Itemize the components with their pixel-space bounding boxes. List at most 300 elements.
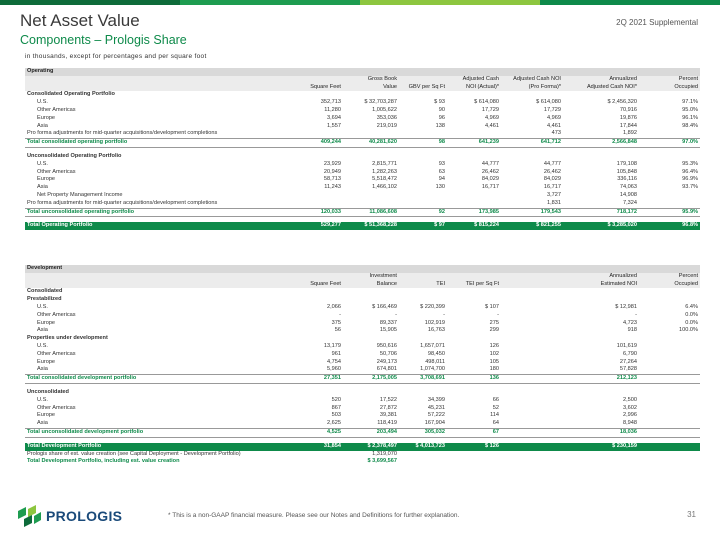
table-cell: 4,969 [485, 114, 499, 121]
table-cell: 1,557 [327, 122, 341, 129]
table-cell [399, 458, 447, 466]
table-cell: TEI per Sq Ft [447, 281, 501, 289]
table-cell: 90 [438, 107, 445, 114]
table-cell [639, 296, 700, 304]
table-cell [399, 91, 447, 99]
table-cell: 27,264 [619, 358, 637, 365]
development-table [25, 265, 700, 466]
table-cell: 5,960 [327, 366, 341, 373]
table-cell: 3,694 [327, 114, 341, 121]
table-cell: Consolidated [27, 288, 63, 295]
table-cell: 1,831 [547, 199, 561, 206]
table-cell: 3,602 [623, 404, 637, 411]
table-cell: Total unconsolidated operating portfolio [25, 208, 295, 217]
table-cell: 66 [492, 396, 499, 403]
column-header-row [25, 76, 700, 84]
table-cell [639, 130, 700, 138]
table-cell: 105 [489, 358, 499, 365]
table-cell: 95.9% [639, 208, 700, 217]
table-cell [639, 351, 700, 359]
table-row [25, 107, 700, 115]
table-row [25, 412, 700, 420]
table-cell: 57,222 [427, 412, 445, 419]
table-cell [563, 458, 639, 466]
table-cell: 14,908 [619, 192, 637, 199]
page-title: Net Asset Value [20, 11, 140, 30]
supplemental-label: 2Q 2021 Supplemental [616, 18, 698, 27]
table-cell [399, 335, 447, 343]
table-cell: 305,032 [399, 428, 447, 437]
table-cell [343, 153, 399, 161]
table-cell: 1,074,700 [420, 366, 445, 373]
table-cell: - [443, 311, 445, 318]
top-color-bar [0, 0, 720, 5]
table-cell: Other Americas [37, 404, 76, 411]
table-cell: 249,173 [376, 358, 397, 365]
table-row [25, 304, 700, 312]
table-cell [501, 343, 563, 351]
table-row [25, 115, 700, 123]
table-cell: 95.3% [682, 160, 699, 167]
table-cell [295, 296, 343, 304]
table-cell [639, 192, 700, 200]
table-cell: $ 821,255 [501, 222, 563, 230]
table-cell: $ 230,159 [563, 443, 639, 451]
table-cell: 6,790 [623, 350, 637, 357]
table-cell: 17,729 [481, 107, 499, 114]
table-cell: 102 [489, 350, 499, 357]
table-cell: 102,919 [424, 319, 445, 326]
table-cell: 57,828 [619, 366, 637, 373]
table-row [25, 169, 700, 177]
table-cell [639, 288, 700, 296]
table-cell: 0.0% [685, 319, 698, 326]
table-cell [563, 389, 639, 397]
table-row [25, 420, 700, 428]
table-cell: $ 126 [447, 443, 501, 451]
table-cell [343, 296, 399, 304]
table-cell: 8,948 [623, 420, 637, 427]
table-cell [343, 335, 399, 343]
table-cell [399, 273, 447, 281]
column-header-row [25, 84, 700, 92]
table-cell: 1,319,070 [372, 450, 397, 457]
table-cell [295, 335, 343, 343]
page-subtitle: Components – Prologis Share [20, 33, 187, 47]
table-cell: 2,625 [327, 420, 341, 427]
table-cell [399, 153, 447, 161]
table-cell: 352,713 [320, 99, 341, 106]
table-cell: Square Feet [295, 281, 343, 289]
table-cell: 529,277 [295, 222, 343, 230]
table-cell [639, 366, 700, 374]
table-cell: Europe [37, 412, 56, 419]
table-cell: 96.4% [682, 168, 699, 175]
table-cell: 101,619 [616, 343, 637, 350]
table-cell: 40,281,620 [343, 139, 399, 148]
table-cell [25, 84, 295, 92]
table-cell: 219,019 [376, 122, 397, 129]
table-row [25, 343, 700, 351]
table-cell [501, 273, 563, 281]
table-cell: - [395, 311, 397, 318]
table-row [25, 222, 700, 230]
table-cell: 375 [331, 319, 341, 326]
table-cell: 39,381 [379, 412, 397, 419]
table-cell: 336,116 [617, 176, 637, 183]
table-cell: $ 3,699,567 [367, 458, 397, 465]
table-cell: 918 [627, 327, 637, 334]
table-cell [501, 320, 563, 328]
table-row [25, 443, 700, 451]
table-cell [501, 91, 563, 99]
table-cell: Asia [37, 420, 48, 427]
table-cell: 84,029 [543, 176, 561, 183]
table-cell [501, 397, 563, 405]
table-cell: 4,461 [547, 122, 561, 129]
units-note: in thousands, except for percentages and per square foot [25, 53, 207, 60]
table-cell: Adjusted Cash NOI [501, 76, 563, 84]
table-cell: (Pro Forma)* [501, 84, 563, 92]
table-row [25, 296, 700, 304]
table-cell: 180 [489, 366, 499, 373]
table-cell: 96.1% [682, 114, 699, 121]
table-cell: Estimated NOI [563, 281, 639, 289]
table-cell: 17,522 [379, 396, 397, 403]
table-cell: 2,175,005 [343, 375, 399, 384]
table-cell [501, 375, 563, 384]
table-cell [343, 200, 399, 208]
table-cell [639, 359, 700, 367]
table-cell: 136 [447, 375, 501, 384]
table-cell [563, 335, 639, 343]
table-cell: 27,351 [295, 375, 343, 384]
table-cell: 98 [399, 139, 447, 148]
table-cell: Asia [37, 366, 48, 373]
table-cell [639, 153, 700, 161]
table-cell [563, 153, 639, 161]
table-cell: - [497, 311, 499, 318]
table-cell: 11,086,608 [343, 208, 399, 217]
table-cell [501, 412, 563, 420]
table-cell [25, 76, 295, 84]
table-cell [295, 451, 343, 459]
table-cell: Europe [37, 114, 56, 121]
table-cell: 203,494 [343, 428, 399, 437]
table-cell [501, 153, 563, 161]
table-cell: $ 51,368,228 [343, 222, 399, 230]
table-cell: 5,518,472 [372, 176, 397, 183]
table-cell: Unconsolidated [27, 389, 69, 396]
table-row [25, 161, 700, 169]
table-cell: U.S. [37, 99, 48, 106]
table-cell: 96.8% [639, 222, 700, 230]
table-cell: 16,763 [427, 327, 445, 334]
table-row [25, 458, 700, 466]
table-cell: 2,815,771 [372, 160, 397, 167]
table-cell: Percent [639, 273, 700, 281]
table-cell: 64 [492, 420, 499, 427]
table-cell [399, 192, 447, 200]
table-row [25, 320, 700, 328]
table-cell: 138 [435, 122, 445, 129]
table-cell: Square Feet [295, 84, 343, 92]
table-cell: Total consolidated development portfolio [25, 375, 295, 384]
table-cell [639, 458, 700, 466]
table-cell: 1,892 [623, 130, 637, 137]
table-cell [447, 200, 501, 208]
table-row [25, 91, 700, 99]
table-cell: $ 2,456,320 [607, 99, 637, 106]
table-cell: $ 614,080 [474, 99, 499, 106]
table-cell [639, 420, 700, 428]
table-cell: Asia [37, 184, 48, 191]
table-cell: Europe [37, 358, 56, 365]
section-header-row [25, 68, 700, 76]
table-cell: 2,566,848 [563, 139, 639, 148]
table-cell: 120,033 [295, 208, 343, 217]
table-cell [639, 397, 700, 405]
table-cell: 89,337 [379, 319, 397, 326]
table-row [25, 288, 700, 296]
table-cell: 17,729 [543, 107, 561, 114]
table-cell: 520 [331, 396, 341, 403]
table-cell: Annualized [563, 273, 639, 281]
table-cell [501, 296, 563, 304]
table-cell: - [339, 311, 341, 318]
table-cell [639, 405, 700, 413]
table-cell [501, 389, 563, 397]
table-cell: 84,029 [481, 176, 499, 183]
table-cell [295, 91, 343, 99]
table-cell: Total Development Portfolio [25, 443, 295, 451]
table-cell [399, 200, 447, 208]
table-cell: $ 4,013,723 [399, 443, 447, 451]
table-row [25, 123, 700, 131]
table-cell: $ 12,981 [615, 304, 637, 311]
table-cell: U.S. [37, 396, 48, 403]
table-cell: 97.1% [682, 99, 699, 106]
table-cell [399, 76, 447, 84]
operating-table [25, 68, 700, 230]
table-cell: 641,712 [501, 139, 563, 148]
table-cell: 67 [447, 428, 501, 437]
table-cell [295, 458, 343, 466]
table-cell: 641,239 [447, 139, 501, 148]
table-cell [501, 458, 563, 466]
table-cell: Europe [37, 176, 56, 183]
table-cell: Consolidated Operating Portfolio [27, 91, 115, 98]
table-cell: Total Operating Portfolio [25, 222, 295, 230]
table-cell [447, 91, 501, 99]
table-cell [501, 327, 563, 335]
table-cell [563, 296, 639, 304]
table-cell: 409,244 [295, 139, 343, 148]
table-cell [501, 451, 563, 459]
table-cell [501, 366, 563, 374]
table-cell: 473 [551, 130, 561, 137]
table-cell: 118,419 [377, 420, 397, 427]
table-cell: Occupied [639, 84, 700, 92]
table-cell [447, 335, 501, 343]
table-cell: $ 107 [485, 304, 499, 311]
table-cell: 18,036 [563, 428, 639, 437]
table-cell: 6.4% [685, 304, 698, 311]
table-cell: 70,916 [619, 107, 637, 114]
table-cell [447, 296, 501, 304]
table-cell [295, 192, 343, 200]
table-cell: 52 [492, 404, 499, 411]
table-cell: 179,108 [616, 160, 637, 167]
table-cell: 1,657,071 [420, 343, 445, 350]
table-row [25, 451, 700, 459]
table-cell: Gross Book [343, 76, 399, 84]
table-cell [639, 200, 700, 208]
table-cell [639, 343, 700, 351]
table-cell: Total consolidated operating portfolio [25, 139, 295, 148]
table-cell: 498,011 [425, 358, 445, 365]
table-cell: $ 220,399 [420, 304, 445, 311]
table-cell: 93.7% [682, 184, 699, 191]
table-cell [501, 405, 563, 413]
table-cell [639, 443, 700, 451]
table-cell: 19,876 [619, 114, 637, 121]
table-cell: 4,461 [485, 122, 499, 129]
table-cell: Adjusted Cash [447, 76, 501, 84]
table-cell: 17,844 [619, 122, 637, 129]
table-cell: $ 815,224 [447, 222, 501, 230]
table-cell: 0.0% [685, 311, 698, 318]
table-cell: 74,063 [619, 184, 637, 191]
table-row [25, 397, 700, 405]
table-cell: 95.0% [682, 107, 699, 114]
logo-wordmark: PROLOGIS [46, 508, 123, 524]
table-cell: U.S. [37, 343, 48, 350]
table-cell: $ 93 [434, 99, 445, 106]
table-cell [501, 351, 563, 359]
table-cell: 56 [334, 327, 341, 334]
table-cell [25, 281, 295, 289]
table-cell: $ 3,285,020 [563, 222, 639, 230]
table-cell: 11,243 [324, 184, 341, 191]
table-cell [447, 153, 501, 161]
table-cell: $ 2,378,497 [343, 443, 399, 451]
table-cell: 97.0% [639, 139, 700, 148]
table-cell [295, 273, 343, 281]
table-row [25, 200, 700, 208]
table-row [25, 176, 700, 184]
table-cell: 58,713 [323, 176, 341, 183]
table-row [25, 428, 700, 437]
prologis-logo-icon [16, 505, 42, 527]
table-cell: 353,036 [376, 114, 397, 121]
table-cell [343, 130, 399, 138]
table-cell: 212,123 [563, 375, 639, 384]
table-cell [343, 192, 399, 200]
table-row [25, 153, 700, 161]
table-cell: Europe [37, 319, 56, 326]
table-row [25, 366, 700, 374]
table-cell: 1,005,622 [372, 107, 397, 114]
table-cell: 105,848 [616, 168, 637, 175]
table-cell: 100.0% [679, 327, 698, 334]
table-cell [399, 389, 447, 397]
table-cell: $ 32,703,287 [364, 99, 397, 106]
table-cell: 167,904 [424, 420, 445, 427]
table-cell [501, 359, 563, 367]
table-cell [399, 296, 447, 304]
table-cell: 7,324 [623, 199, 637, 206]
top-bar-segment [360, 0, 540, 5]
table-cell: 503 [331, 412, 341, 419]
table-cell [399, 288, 447, 296]
table-row [25, 192, 700, 200]
table-cell: 98,450 [427, 350, 445, 357]
table-cell [501, 443, 563, 451]
table-cell: 98.4% [682, 122, 699, 129]
table-cell [563, 288, 639, 296]
table-cell: Balance [343, 281, 399, 289]
table-cell: 1,466,102 [372, 184, 397, 191]
table-cell: Value [343, 84, 399, 92]
table-cell [447, 288, 501, 296]
table-cell [639, 375, 700, 384]
table-cell: Percent [639, 76, 700, 84]
table-cell: 96 [438, 114, 445, 121]
table-cell [639, 91, 700, 99]
table-cell: Pro forma adjustments for mid-quarter acquisitions/development completions [27, 130, 218, 137]
table-cell: 15,905 [379, 327, 397, 334]
table-cell: 299 [489, 327, 499, 334]
table-cell: $ 614,080 [536, 99, 561, 106]
table-cell: Other Americas [37, 311, 76, 318]
table-row [25, 139, 700, 148]
prologis-logo [16, 505, 122, 527]
table-cell: $ 97 [399, 222, 447, 230]
table-cell [501, 312, 563, 320]
table-cell [639, 451, 700, 459]
table-row [25, 184, 700, 192]
table-cell: $ 166,469 [372, 304, 397, 311]
table-row [25, 208, 700, 217]
table-cell: Prologis share of est. value creation (see Capital Deployment - Development Portfolio) [27, 450, 241, 457]
table-cell: 13,179 [323, 343, 341, 350]
table-cell [343, 91, 399, 99]
table-cell [501, 288, 563, 296]
table-cell [399, 451, 447, 459]
table-cell: Asia [37, 122, 48, 129]
table-cell: 3,708,691 [399, 375, 447, 384]
table-cell: 23,929 [323, 160, 341, 167]
table-cell [447, 451, 501, 459]
table-cell: Other Americas [37, 107, 76, 114]
table-cell: Total Development Portfolio, including est. value creation [27, 458, 180, 465]
table-cell: 16,717 [481, 184, 499, 191]
table-row [25, 389, 700, 397]
table-cell [295, 389, 343, 397]
table-cell: 93 [438, 160, 445, 167]
column-header-row [25, 281, 700, 289]
table-cell: 4,754 [327, 358, 341, 365]
table-cell: 92 [399, 208, 447, 217]
table-cell: 2,066 [327, 304, 341, 311]
top-bar-segment [0, 0, 180, 5]
table-cell: U.S. [37, 160, 48, 167]
table-cell [295, 200, 343, 208]
table-cell [501, 420, 563, 428]
table-cell: 275 [489, 319, 499, 326]
table-cell: Properties under development [27, 335, 108, 342]
